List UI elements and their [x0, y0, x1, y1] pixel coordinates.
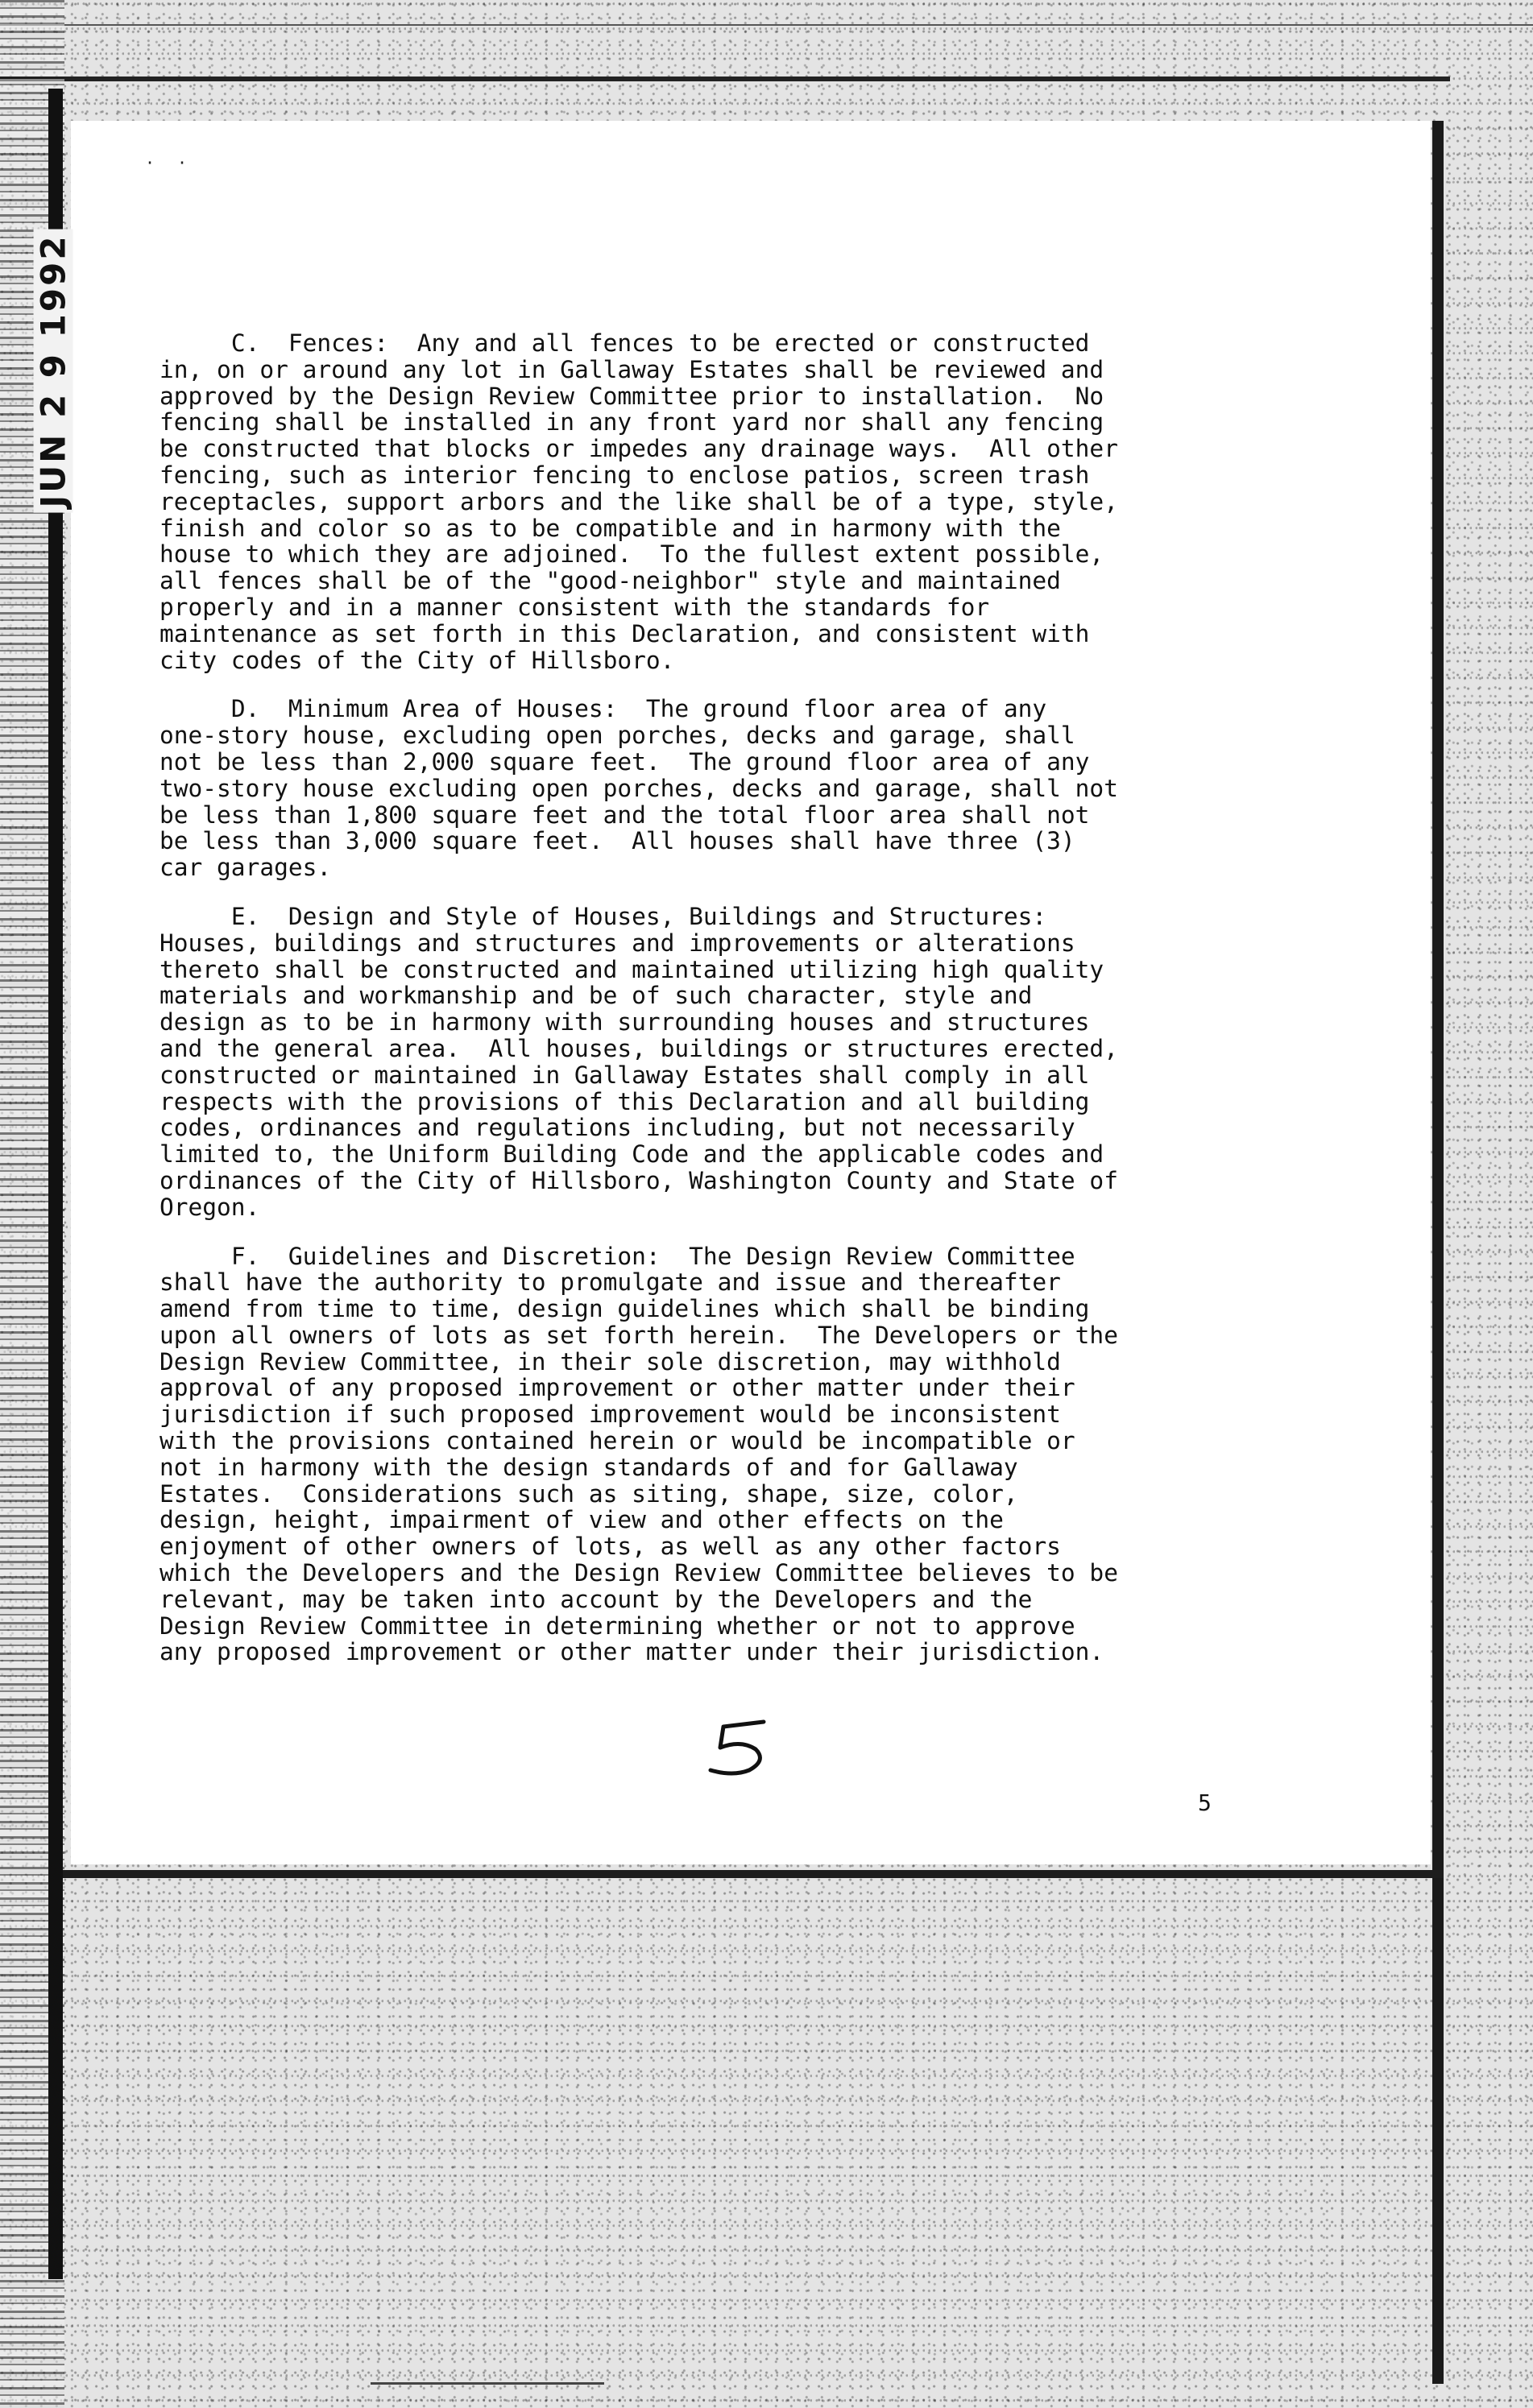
scan-dot: ·: [145, 153, 178, 172]
page-number: 5: [1198, 1789, 1212, 1816]
paragraph-e-design-style: E. Design and Style of Houses, Buildings and Structures: Houses, buildings and structures and improvements or alterations thereto shall be constructed and maintained utilizing high quality materials and workmanship and be of such character, style and design as to be in harmony with surrounding houses and structures and the general area. All houses, buildings or structures erected, constructed or maintained in Gallaway Estates shall comply in all respects with the provisions of this Declaration and all building codes, ordinances and regulations including, but not necessarily limited to, the Uniform Building Code and the applicable codes and ordinances of the City of Hillsboro, Washington County and State of Oregon.: [160, 902, 1118, 1221]
footer-scan-line: [371, 2382, 604, 2385]
date-stamp-text: JUN 2 9 1992: [34, 229, 73, 512]
handwritten-five-icon: [693, 1715, 789, 1780]
scan-dot: ·: [177, 153, 210, 172]
date-stamp: [29, 233, 77, 508]
right-border-bar: [1432, 121, 1444, 2384]
top-border-rule: [0, 77, 1450, 81]
handwritten-page-number: [693, 1715, 789, 1780]
top-scan-line: [0, 24, 1533, 26]
bottom-border-rule: [63, 1870, 1444, 1878]
paragraph-f-guidelines: F. Guidelines and Discretion: The Design Review Committee shall have the authority to promulgate and issue and thereafter amend from time to time, design guidelines which shall be binding upon all owners of lots as set forth herein. The Developers or the Design Review Committee, in their sole discretion, may withhold approval of any proposed improvement or other matter under their jurisdiction if such proposed improvement would be inconsistent with the provisions contained herein or would be incompatible or not in harmony with the design standards of and for Gallaway Estates. Considerations such as siting, shape, size, color, design, height, impairment of view and other effects on the enjoyment of other owners of lots, as well as any other factors which the Developers and the Design Review Committee believes to be relevant, may be taken into account by the Developers and the Design Review Committee in determining whether or not to approve any proposed improvement or other matter under their jurisdiction.: [160, 1242, 1118, 1666]
paragraph-d-minimum-area: D. Minimum Area of Houses: The ground floor area of any one-story house, excluding open porches, decks and garage, shall not be less than 2,000 square feet. The ground floor area of any two-story house excluding open porches, decks and garage, shall not be less than 1,800 square feet and the total floor area shall not be less than 3,000 square feet. All houses shall have three (3) car garages.: [160, 695, 1118, 882]
paragraph-c-fences: C. Fences: Any and all fences to be erected or constructed in, on or around any lot in Gallaway Estates shall be reviewed and approved by the Design Review Committee prior to installation. No fencing shall be installed in any front yard nor shall any fencing be constructed that blocks or impedes any drainage ways. All other fencing, such as interior fencing to enclose patios, screen trash receptacles, support arbors and the like shall be of a type, style, finish and color so as to be compatible and in harmony with the house to which they are adjoined. To the fullest extent possible, all fences shall be of the "good-neighbor" style and maintained properly and in a manner consistent with the standards for maintenance as set forth in this Declaration, and consistent with city codes of the City of Hillsboro.: [160, 329, 1118, 674]
document-body: [160, 330, 1320, 1688]
scan-dots: [145, 153, 209, 172]
